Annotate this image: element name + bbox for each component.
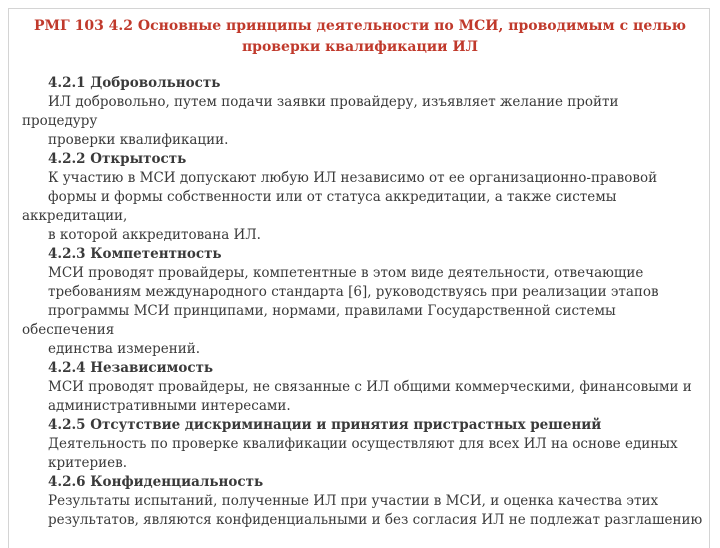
slide-title bbox=[0, 16, 720, 58]
section-heading: 4.2.5 Отсутствие дискриминации и принятия пристрастных решений bbox=[48, 417, 602, 433]
section-heading: 4.2.2 Открытость bbox=[48, 151, 187, 167]
section-heading: 4.2.4 Независимость bbox=[48, 360, 214, 376]
body-text-line: в которой аккредитована ИЛ. bbox=[48, 227, 261, 243]
body-text-line: требованиям международного стандарта [6], руководствуясь при реализации этапов bbox=[48, 284, 659, 300]
body-text-line: К участию в МСИ допускают любую ИЛ независимо от ее организационно-правовой bbox=[48, 170, 658, 186]
section-heading: 4.2.1 Добровольность bbox=[48, 75, 221, 91]
body-text-line: процедуру bbox=[22, 113, 98, 129]
body-text-line: МСИ проводят провайдеры, не связанные с ИЛ общими коммерческими, финансовыми и bbox=[48, 379, 692, 395]
body-text-line: формы и формы собственности или от статуса аккредитации, а также системы bbox=[48, 189, 617, 205]
section-heading: 4.2.6 Конфиденциальность bbox=[48, 474, 264, 490]
body-text-line: проверки квалификации. bbox=[48, 132, 229, 148]
body-text-line: аккредитации, bbox=[22, 208, 128, 224]
body-text-line: единства измерений. bbox=[48, 341, 201, 357]
slide-title-line-1: РМГ 103 4.2 Основные принципы деятельности по МСИ, проводимым с целью bbox=[34, 18, 686, 34]
body-text-line: обеспечения bbox=[22, 322, 115, 338]
body-text-line: МСИ проводят провайдеры, компетентные в этом виде деятельности, отвечающие bbox=[48, 265, 644, 281]
slide-body bbox=[22, 74, 702, 530]
section-heading: 4.2.3 Компетентность bbox=[48, 246, 222, 262]
body-text-line: Деятельность по проверке квалификации осуществляют для всех ИЛ на основе единых bbox=[48, 436, 678, 452]
body-text-line: Результаты испытаний, полученные ИЛ при участии в МСИ, и оценка качества этих bbox=[48, 493, 659, 509]
body-text-line: ИЛ добровольно, путем подачи заявки провайдеру, изъявляет желание пройти bbox=[48, 94, 619, 110]
slide-title-line-2: проверки квалификации ИЛ bbox=[241, 39, 479, 55]
body-text-line: административными интересами. bbox=[48, 398, 291, 414]
body-text-line: критериев. bbox=[48, 455, 128, 471]
body-text-line: результатов, являются конфиденциальными и без согласия ИЛ не подлежат разглашению bbox=[48, 512, 703, 528]
body-text-line: программы МСИ принципами, нормами, правилами Государственной системы bbox=[48, 303, 616, 319]
